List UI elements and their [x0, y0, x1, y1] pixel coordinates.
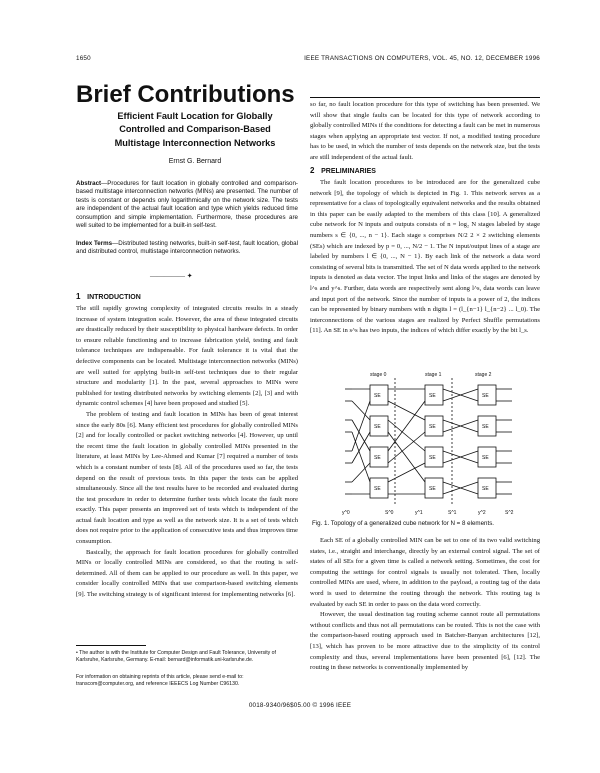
switching-element-label: SE [429, 486, 436, 492]
section-number: 2 [310, 166, 315, 175]
interconnection-link [352, 432, 370, 463]
switching-element-label: SE [482, 393, 489, 399]
switching-element-label: SE [374, 455, 381, 461]
interconnection-link [352, 420, 370, 451]
page-footer: 0018-9340/96$05.00 © 1996 IEEE [248, 702, 352, 709]
abstract [76, 180, 298, 230]
switching-element-label: SE [482, 455, 489, 461]
link-label: y^1 [415, 510, 423, 516]
link-label: S^0 [385, 510, 394, 516]
section-heading [76, 292, 298, 301]
link-label: S^2 [505, 510, 514, 516]
switching-element-label: SE [429, 424, 436, 430]
interconnection-link [352, 401, 370, 451]
interconnection-link [352, 463, 370, 482]
stage-label: stage 2 [475, 372, 492, 378]
right-column-top [310, 100, 540, 164]
interconnection-link [388, 401, 425, 420]
switching-element-label: SE [429, 455, 436, 461]
interconnection-link [388, 420, 425, 451]
switching-element-label: SE [482, 486, 489, 492]
title-line: Efficient Fault Location for Globally [117, 111, 273, 121]
paragraph: The fault location procedures to be introduced are for the generalized cube network [9], the topology of which is depicted in Fig. 1. This network serves as a representative for a class of topologically equivalent networks and the results obtained in this paper can be easily adapted to the members of this class [10]. A generalized cube network for N inputs and outputs consists of n = log₂ N stages labeled by stage numbers s ∈ {0, ..., n − 1}. Each stage s comprises N/2 2 × 2 switching elements (SEs) which are indexed by p = 0, ..., N/2 − 1. The N input/output lines of a stage are labeled by numbers l ∈ {0, ..., N − 1}. By each link of the network a data word consisting of several bits is transmitted. The set of N data words applied to the network inputs is denoted as data vector. The input links and links of the stages are denoted by l^s and y^s. Further, data words are respectively sent along l^s, data words can leave and input port of the network. Since the number of inputs is a power of 2, the indices can be represented by binary numbers with n digits l = (l_{n−1} l_{n−2} ... l_0). The interconnections of the various stages are realized by Perfect Shuffle permutations [11]. An SE in s^s has two inputs, the indices of which differ exactly by the bit l_s. [310, 179, 540, 335]
section-number: 1 [76, 292, 81, 301]
paragraph: so far, no fault location procedure for this type of switching has been presented. We will show that single faults can be located for this type of network according to globally controlled MINs if the conditions for detecting a fault can be met in numerous stages when applying an appropriate test vector. If not, a modified testing procedure has to be used, in which the number of tests depends on the network size, but the tests are still independent of the actual fault. [310, 101, 540, 161]
switching-element-label: SE [429, 393, 436, 399]
footnote-manuscript: For information on obtaining reprints of this article, please send e-mail to: transcom@computer.org, and reference IEEECS Log Number C96130. [76, 674, 244, 688]
right-column-bottom [310, 536, 540, 674]
switching-element-label: SE [374, 486, 381, 492]
section-heading-text: PRELIMINARIES [321, 168, 376, 175]
section-heading [310, 166, 540, 175]
preliminaries-section [310, 166, 540, 368]
paragraph: Basically, the approach for fault location procedures for globally controlled MINs or locally controlled MINs are considered, so that the routing is self-determined. All of them can be applied to our procedure as well. In this paper, we consider locally controlled MINs that use comparison-based switching elements [9]. The switching strategy is of significant interest for implementing networks [6]. [76, 548, 298, 599]
switching-element-label: SE [374, 424, 381, 430]
link-label: y^2 [478, 510, 486, 516]
abstract-text: —Procedures for fault location in globally controlled and comparison-based multistage interconnection networks (MINs) are presented. The number of tests is constant or depends only logarithmically on the network size. The tests are independent of the actual fault location and type which yields reduced time consumption and simple implementation. Furthermore, these procedures are well suited to be implemented for a built-in self-test. [76, 180, 298, 230]
stage-label: stage 0 [370, 372, 387, 378]
abstract-label: Abstract [76, 180, 102, 187]
title-line: Controlled and Comparison-Based [119, 124, 271, 135]
journal-header: IEEE TRANSACTIONS ON COMPUTERS, VOL. 45, NO. 12, DECEMBER 1996 [304, 55, 540, 62]
paragraph: The still rapidly growing complexity of integrated circuits results in a steady increase of system integration scale. However, the area of these integrated circuits are drastically reduced by their susceptibility to physical hardware defects. In order to ensure reliable functioning and to increase fabrication yield, testing and fault tolerance techniques are indispensable. For fault tolerance it is vital that the defective components can be located. Multistage interconnection networks (MINs) are well suited for applying built-in self-test techniques due to their regular structure and modularity [1]. In the past, several approaches to MINs were published for testing distributed networks by switching elements [2], [3] and with dynamic control schemes [4] have been proposed and studied [5]. [76, 305, 298, 408]
author: Ernst G. Bernard [168, 158, 222, 165]
introduction-section [76, 292, 298, 601]
interconnection-link [388, 432, 425, 482]
article-title [90, 110, 300, 150]
title-line: Multistage Interconnection Networks [114, 137, 276, 148]
switching-element-label: SE [374, 393, 381, 399]
interconnection-link [388, 463, 425, 482]
interconnection-link [352, 401, 370, 420]
interconnection-link [352, 432, 370, 482]
interconnection-link [388, 432, 425, 463]
separator: ————— ✦ [150, 272, 193, 280]
paragraph: However, the usual destination tag routing scheme cannot route all permutations without conflicts and thus not all permutations can be routed. This is not the case with the comparison-based routing approach used in Batcher-Banyan architectures [12], [13], which has proven to be more attractive due to the simplicity of its control complexity and thus, several implementations have been presented [6], [12]. The routing in these networks is conventionally implemented by [310, 611, 540, 672]
paragraph: The problem of testing and fault location in MINs has been of great interest since the early 80s [6]. Many efficient test procedures for globally controlled MINs [2] and for locally controlled or packet switching networks [4]. However, up until the recent time the fault location in globally controlled MINs presented in the literature, at least MINs by Lee-Ahmed and Kumar [7] required a number of tests which is a constant number of tests [8]. All of the procedures used so far, the tests depend on the result of previous tests. In this paper the tests can be applied simultaneously. Since all the test results have to be recorded and evaluated during the test procedure in order to determine further tests which locate the fault more exactly. This paper presents an improved set of tests which is independent of the actual fault location and type as well as the network size. It is a set of tests which does not require prior to the application of consecutive tests and thus improves time consumption. [76, 410, 298, 546]
link-label: S^1 [448, 510, 457, 516]
stage-label: stage 1 [425, 372, 442, 378]
page-number: 1650 [76, 55, 91, 62]
switching-element-label: SE [482, 424, 489, 430]
index-terms-text: —Distributed testing networks, built-in self-test, fault location, global and distributed control, multistage interconnection networks. [76, 240, 298, 256]
section-title: Brief Contributions [76, 81, 295, 108]
figure-caption: Fig. 1. Topology of a generalized cube network for N = 8 elements. [312, 520, 495, 527]
section-heading-text: INTRODUCTION [87, 294, 141, 301]
index-terms [76, 240, 298, 257]
index-terms-label: Index Terms [76, 240, 113, 247]
link-label: y^0 [342, 510, 350, 516]
paragraph: Each SE of a globally controlled MIN can be set to one of its two valid switching states, i.e., straight and interchange, directly by an external control signal. The set of states of all SEs for a given time is called a network setting. Sometimes, the cost for computing the settings for control signals is usually not tolerated. Then, locally controlled MINs are used, where, in addition to the payload, a routing tag of the data word is used to determine the routing through the network. This routing tag is evaluated by each SE in order to pass on the data word correctly. [310, 537, 540, 608]
interconnection-link [388, 401, 425, 451]
footnote-affiliation: • The author is with the Institute for Computer Design and Fault Tolerance, University of Karlsruhe, Karlsruhe, Germany. E-mail: bernard@informatik.uni-karlsruhe.de. [76, 650, 276, 664]
network-topology-figure [340, 368, 520, 518]
